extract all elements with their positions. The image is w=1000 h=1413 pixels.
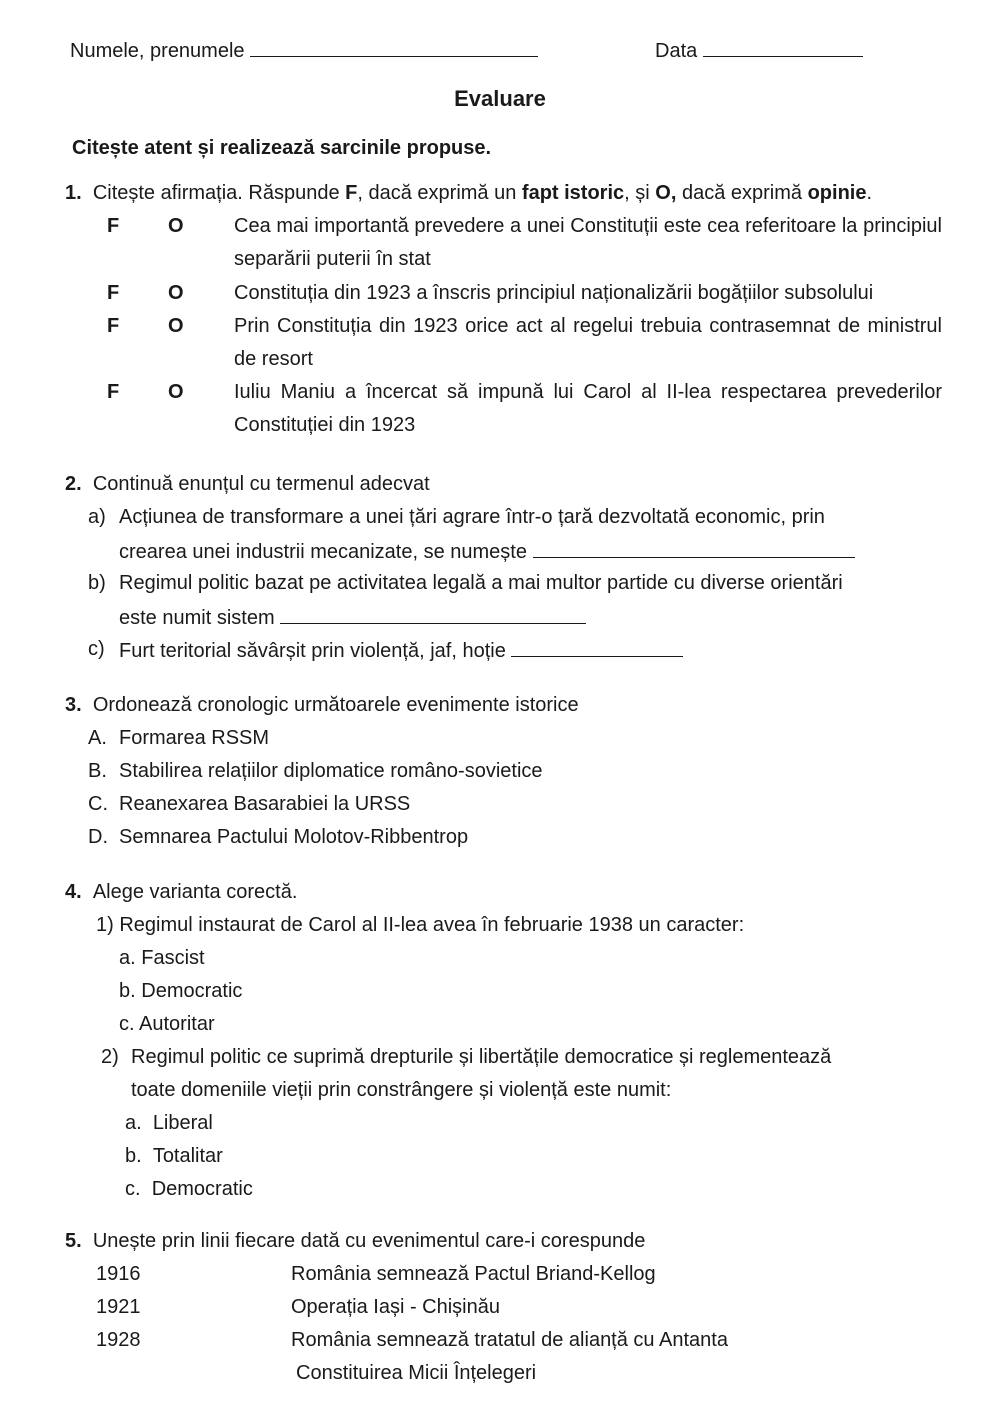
q5-event-1[interactable]: România semnează Pactul Briand-Kellog <box>291 1263 656 1285</box>
q1-prompt: 1. Citește afirmația. Răspunde F, dacă exprimă un fapt istoric, și O, dacă exprimă opinie. <box>65 182 873 204</box>
q3-prompt: 3. Ordonează cronologic următoarele evenimente istorice <box>65 694 579 716</box>
q4-number: 4. <box>65 881 82 903</box>
q3-item-a-label: A. <box>88 727 107 749</box>
q1-number: 1. <box>65 182 82 204</box>
q1-item1-text: Cea mai importantă prevedere a unei Constituții este cea referitoare la principiul separării puterii în stat <box>234 215 942 270</box>
q4-prompt: 4. Alege varianta corectă. <box>65 881 298 903</box>
q3-item-b-label: B. <box>88 760 107 782</box>
q2c-answer-blank[interactable] <box>511 638 683 657</box>
q5-event-2[interactable]: Operația Iași - Chișinău <box>291 1296 500 1318</box>
q3-item-a: Formarea RSSM <box>119 727 270 749</box>
date-blank[interactable] <box>703 38 863 57</box>
q4-sub2-option-c[interactable]: c. Democratic <box>125 1178 253 1200</box>
q5-event-3[interactable]: România semnează tratatul de alianță cu Antanta <box>291 1329 728 1351</box>
q3-number: 3. <box>65 694 82 716</box>
q1-item4-f[interactable]: F <box>107 381 120 403</box>
q4-sub2-line2: toate domeniile vieții prin constrângere și violență este numit: <box>131 1079 672 1101</box>
q2b-answer-blank[interactable] <box>280 605 586 624</box>
q1-item4-o[interactable]: O <box>168 381 184 403</box>
q2b-label: b) <box>88 572 106 594</box>
q1-item3-o[interactable]: O <box>168 315 184 337</box>
q4-sub2-line1: Regimul politic ce suprimă drepturile și libertățile democratice și reglementează <box>131 1046 832 1068</box>
q3-item-c: Reanexarea Basarabiei la URSS <box>119 793 411 815</box>
q5-number: 5. <box>65 1230 82 1252</box>
q2c-line1-wrap <box>119 638 683 663</box>
date-field[interactable] <box>655 38 863 63</box>
q5-date-2[interactable]: 1921 <box>96 1296 141 1318</box>
q3-item-d-label: D. <box>88 826 108 848</box>
name-blank[interactable] <box>250 38 538 57</box>
q4-sub2-option-b[interactable]: b. Totalitar <box>125 1145 223 1167</box>
q5-date-1[interactable]: 1916 <box>96 1263 141 1285</box>
instructions: Citește atent și realizează sarcinile propuse. <box>72 137 492 159</box>
q2c-line1: Furt teritorial săvârșit prin violență, jaf, hoție <box>119 640 506 662</box>
q2-number: 2. <box>65 473 82 495</box>
q5-event-4[interactable]: Constituirea Micii Înțelegeri <box>296 1362 537 1384</box>
q2b-line2-wrap <box>119 605 586 630</box>
q4-sub2-label: 2) <box>101 1046 119 1068</box>
q2a-line2: crearea unei industrii mecanizate, se numește <box>119 541 527 563</box>
q1-item1-f[interactable]: F <box>107 215 120 237</box>
q3-item-c-label: C. <box>88 793 108 815</box>
q4-sub2-option-a[interactable]: a. Liberal <box>125 1112 213 1134</box>
q4-sub1-option-b[interactable]: b. Democratic <box>119 980 243 1002</box>
name-field[interactable] <box>70 38 538 63</box>
q1-item3-f[interactable]: F <box>107 315 120 337</box>
name-label: Numele, prenumele <box>70 40 245 62</box>
q4-sub1-label: 1) <box>96 914 114 936</box>
q4-sub1 <box>96 914 744 937</box>
q5-date-3[interactable]: 1928 <box>96 1329 141 1351</box>
q1-item3-text: Prin Constituția din 1923 orice act al regelui trebuia contrasemnat de ministrul de resort <box>234 315 942 370</box>
q1-item2-text: Constituția din 1923 a înscris principiul naționalizării bogățiilor subsolului <box>234 282 874 304</box>
date-label: Data <box>655 40 698 62</box>
q1-item2-o[interactable]: O <box>168 282 184 304</box>
q2b-line1: Regimul politic bazat pe activitatea legală a mai multor partide cu diverse orientări <box>119 572 843 594</box>
q2a-answer-blank[interactable] <box>533 539 855 558</box>
q4-sub1-text: Regimul instaurat de Carol al II-lea avea în februarie 1938 un caracter: <box>119 914 745 936</box>
q1-item2-f[interactable]: F <box>107 282 120 304</box>
q2a-label: a) <box>88 506 106 528</box>
q2-prompt: 2. Continuă enunțul cu termenul adecvat <box>65 473 430 495</box>
q4-sub1-option-c[interactable]: c. Autoritar <box>119 1013 215 1035</box>
q4-sub1-option-a[interactable]: a. Fascist <box>119 947 205 969</box>
q2b-line2: este numit sistem <box>119 607 275 629</box>
q2c-label: c) <box>88 638 105 660</box>
q3-item-b: Stabilirea relațiilor diplomatice româno-sovietice <box>119 760 543 782</box>
q3-item-d: Semnarea Pactului Molotov-Ribbentrop <box>119 826 469 848</box>
q1-item4-text: Iuliu Maniu a încercat să impună lui Carol al II-lea respectarea prevederilor Constituției din 1923 <box>234 381 942 436</box>
q2a-line1: Acțiunea de transformare a unei țări agrare într-o țară dezvoltată economic, prin <box>119 506 825 528</box>
q1-item1-o[interactable]: O <box>168 215 184 237</box>
q2a-line2-wrap <box>119 539 855 564</box>
q5-prompt: 5. Unește prin linii fiecare dată cu evenimentul care-i corespunde <box>65 1230 646 1252</box>
page-title: Evaluare <box>454 86 546 111</box>
